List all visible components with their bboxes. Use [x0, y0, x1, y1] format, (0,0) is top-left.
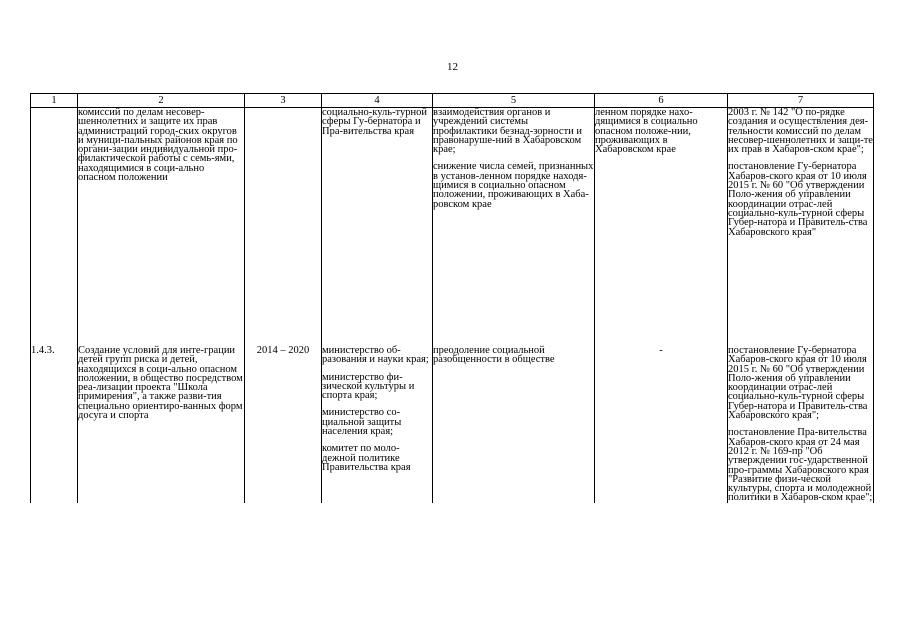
table-row [31, 346, 874, 503]
row-number-cell [31, 108, 78, 347]
executor-text: министерство фи-зической культуры и спорта края; [322, 371, 415, 402]
result-cell [433, 346, 595, 503]
period-cell [245, 108, 322, 347]
measures-table [30, 93, 874, 503]
executor-text: министерство со-циальной защиты населения края; [322, 407, 402, 438]
legal-basis-text: постановление Пра-вительства Хабаров-ского края от 24 мая 2012 г. № 169-пр "Об утверждении гос-ударственной про-граммы Хабаровского края "Развитие физи-ческой культуры, спорта и молодежной политики в Хабаров-ском крае"; [728, 427, 873, 504]
executor-text: комитет по моло-дежной политике Правительства края [322, 443, 411, 473]
legal-basis-cell [728, 346, 874, 503]
result-text: преодоление социальной разобщенности в обществе [433, 345, 555, 366]
result-cell [433, 108, 595, 347]
executor-text: министерство об-разования и науки края; [322, 345, 429, 366]
header-col-3: 3 [245, 94, 322, 108]
header-col-2: 2 [78, 94, 245, 108]
measure-cell [78, 346, 245, 503]
indicator-text: ленном порядке нахо-дящимися в социально опасном положе-нии, проживающих в Хабаровском крае [595, 107, 698, 156]
table-row [31, 108, 874, 347]
header-col-4: 4 [322, 94, 433, 108]
measure-text: комиссий по делам несовер-шеннолетних и защите их прав администраций город-ских округов и муници-пальных районов края по органи-зации индивидуальной про-филактической работы с семь-ями, находящимися в соци-ально опасном положении [78, 107, 238, 184]
measure-cell [78, 108, 245, 347]
executors-cell [322, 108, 433, 347]
legal-basis-cell [728, 108, 874, 347]
result-text: снижение числа семей, признанных в установ-ленном порядке находя-щимися в социально опасном положении, проживающих в Хаба-ровском крае [433, 161, 594, 210]
measure-text: Создание условий для инте-грации детей групп риска и детей, находящихся в соци-ально опасном положении, в общество посредством реа-лизации проекта "Школа примирения", а также разви-тия специально ориентиро-ванных форм досуга и спорта [78, 345, 243, 422]
period-cell: 2014 – 2020 [245, 346, 322, 503]
result-text: взаимодействия органов и учреждений системы профилактики безнад-зорности и правонаруше-ний в Хабаровском крае; [433, 107, 583, 156]
header-col-5: 5 [433, 94, 595, 108]
executor-text: социально-куль-турной сферы Гу-бернатора и Пра-вительства края [322, 107, 427, 137]
executors-cell [322, 346, 433, 503]
indicator-cell: - [595, 346, 728, 503]
header-row [31, 94, 874, 108]
legal-basis-text: постановление Гу-бернатора Хабаров-ского края от 10 июля 2015 г. № 60 "Об утверждении Поло-жения об управлении координации отрас-лей социально-куль-турной сферы Губер-натора и Правитель-ства Хабаровского края" [728, 161, 868, 238]
indicator-cell [595, 108, 728, 347]
legal-basis-text: 2003 г. № 142 "О по-рядке создания и осуществления дея-тельности комиссий по делам несовер-шеннолетних и защи-те их прав в Хабаров-ском крае"; [728, 107, 873, 156]
header-col-1: 1 [31, 94, 78, 108]
page-number: 12 [447, 61, 458, 73]
header-col-6: 6 [595, 94, 728, 108]
row-number-cell: 1.4.3. [31, 346, 78, 503]
header-col-7: 7 [728, 94, 874, 108]
legal-basis-text: постановление Гу-бернатора Хабаров-ского края от 10 июля 2015 г. № 60 "Об утверждении Поло-жения об управлении координации отрас-лей социально-куль-турной сферы Губер-натора и Правитель-ства Хабаровского края"; [728, 345, 868, 422]
